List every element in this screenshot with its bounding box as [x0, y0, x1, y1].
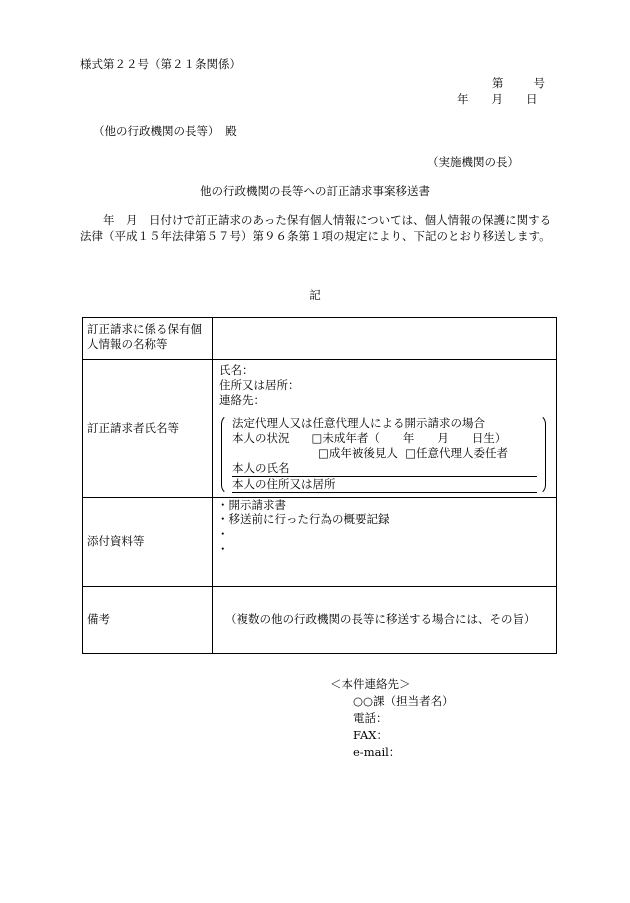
contact-block: [330, 676, 454, 761]
requester-name: 氏名：: [219, 363, 254, 377]
requester-address: 住所又は居所：: [219, 377, 300, 392]
date-month: 月: [491, 92, 503, 106]
row2-label: 訂正請求者氏名等: [83, 360, 213, 498]
date-day: 日: [526, 92, 538, 106]
row1-label: 訂正請求に係る保有個人情報の名称等: [83, 318, 213, 360]
contact-fax: FAX：: [353, 728, 388, 743]
agent-checkbox: □任意代理人委任者: [405, 445, 509, 460]
row2-value: [213, 360, 557, 498]
ki-heading: 記: [309, 288, 321, 302]
addressee: （他の行政機関の長等） 殿: [93, 124, 237, 138]
row1-value: [213, 318, 557, 360]
table-row: [83, 586, 557, 653]
sender: （実施機関の長）: [427, 155, 519, 169]
contact-tel: 電話：: [353, 711, 388, 726]
person-name: 本人の氏名: [232, 461, 537, 477]
person-address: 本人の住所又は居所: [232, 477, 537, 493]
contact-dept: ○○課（担当者名）: [353, 694, 454, 709]
agent-section: [221, 414, 546, 495]
table-row: [83, 360, 557, 498]
attachment-item: ・開示請求書: [217, 497, 286, 512]
attachment-item: ・移送前に行った行為の概要記録: [217, 512, 390, 527]
document-number: [492, 76, 545, 91]
doc-number-dai: 第: [492, 76, 504, 90]
table-row: [83, 497, 557, 586]
requester-contact: 連絡先：: [219, 392, 265, 407]
status-line-2: [232, 446, 537, 461]
date-year: 年: [457, 92, 469, 106]
adult-ward-checkbox: □成年被後見人: [318, 445, 398, 460]
table-row: [83, 318, 557, 360]
attachment-item: ・: [217, 527, 229, 542]
row3-value: [213, 497, 557, 586]
document-title: 他の行政機関の長等への訂正請求事案移送書: [200, 184, 430, 198]
row3-label: 添付資料等: [83, 497, 213, 586]
form-number: 様式第２２号（第２１条関係）: [80, 57, 241, 71]
status-label: 本人の状況: [232, 430, 290, 445]
status-line: [232, 431, 537, 446]
minor-checkbox: □未成年者（ 年 月 日生）: [311, 430, 507, 445]
document-date: [457, 92, 538, 107]
row4-value: （複数の他の行政機関の長等に移送する場合には、その旨）: [213, 586, 557, 653]
contact-email: e-mail：: [353, 745, 401, 760]
doc-number-go: 号: [533, 76, 545, 90]
attachment-item: ・: [217, 542, 229, 557]
transfer-table: [82, 317, 557, 654]
contact-heading: ＜本件連絡先＞: [330, 677, 411, 691]
row4-label: 備考: [83, 586, 213, 653]
agent-heading: 法定代理人又は任意代理人による開示請求の場合: [232, 415, 485, 430]
body-text: 年 月 日付けで訂正請求のあった保有個人情報については、個人情報の保護に関する法律（平成１５年法律第５７号）第９６条第１項の規定により、下記のとおり移送します。: [80, 213, 552, 244]
